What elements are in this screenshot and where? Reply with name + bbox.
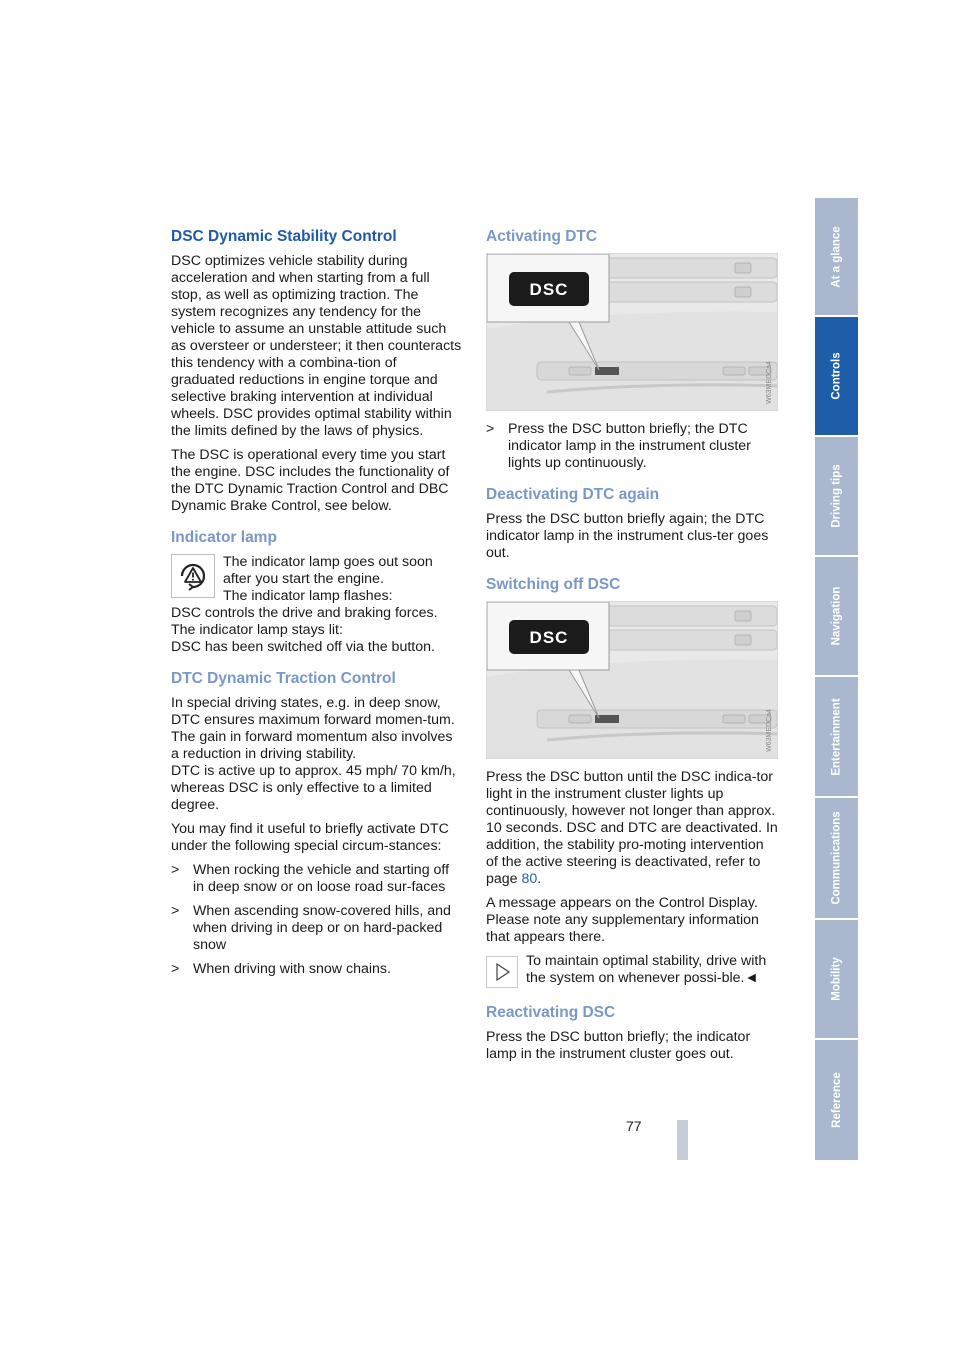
switching-off-dsc-heading: Switching off DSC [486,576,621,593]
tab-mobility[interactable] [815,920,858,1038]
list-item [486,421,778,472]
indicator-line-2: The indicator lamp flashes: [223,588,393,604]
tab-controls[interactable] [815,317,858,435]
bullet-marker: > [171,862,180,878]
switching-text: Press the DSC button until the DSC indica-tor light in the instrument cluster lights up continuously, however not longer than approx. 10 seconds. DSC and DTC are deactivated. In addition, the stability pro-moting intervention of the active steering is deactivated, refer to page [486,769,778,887]
dsc-button: DSC [529,627,569,647]
list-item [171,961,463,978]
bullet-marker: > [171,903,180,919]
list-item [171,862,463,896]
indicator-line-3: DSC controls the drive and braking forces. [171,605,438,621]
tab-navigation[interactable] [815,557,858,675]
bullet-text: Press the DSC button briefly; the DTC indicator lamp in the instrument cluster lights up continuously. [508,421,751,471]
tab-entertainment[interactable] [815,677,858,796]
tab-at-a-glance[interactable] [815,198,858,315]
bullet-text: When ascending snow-covered hills, and when driving in deep or on hard-packed snow [193,903,451,953]
dsc-paragraph-2: The DSC is operational every time you start the engine. DSC includes the functionality of the DTC Dynamic Traction Control and DBC Dynamic Brake Control, see below. [171,447,450,514]
switching-paragraph-1 [486,769,778,888]
tab-communications[interactable] [815,798,858,918]
switching-paragraph-2: A message appears on the Control Display. Please note any supplementary information that appears there. [486,895,759,945]
note-text: To maintain optimal stability, drive with the system on whenever possi-ble. [526,953,767,986]
play-note-icon [486,956,518,988]
dsc-warning-icon [171,554,215,598]
dtc-paragraph-1b: DTC is active up to approx. 45 mph/ 70 km/h, whereas DSC is only effective to a limited degree. [171,763,456,813]
indicator-line-1: The indicator lamp goes out soon after you start the engine. [223,554,433,587]
tab-label: Driving tips [830,464,843,528]
dtc-heading: DTC Dynamic Traction Control [171,670,396,687]
dsc-button-figure [486,253,778,411]
bullet-marker: > [486,421,495,437]
right-column [486,228,778,1070]
tab-driving-tips[interactable] [815,437,858,555]
section-sidebar [815,198,858,1160]
activating-dtc-heading: Activating DTC [486,228,598,245]
list-item [171,903,463,954]
reactivating-dsc-heading: Reactivating DSC [486,1004,616,1021]
tab-reference[interactable] [815,1040,858,1160]
note-block [486,953,778,990]
dtc-paragraph-1: In special driving states, e.g. in deep snow, DTC ensures maximum forward momen-tum. The gain in forward momentum also involves a reduction in driving stability. [171,695,455,762]
indicator-line-4: The indicator lamp stays lit: [171,622,343,638]
figure-code: W63MEDCa4 [766,709,774,752]
figure-code: W63MEDCa4 [766,361,774,404]
left-column [171,228,463,985]
reactivating-paragraph: Press the DSC button briefly; the indicator lamp in the instrument cluster goes out. [486,1029,751,1062]
page-number: 77 [626,1118,642,1134]
dsc-heading: DSC Dynamic Stability Control [171,228,397,245]
page-reference-link[interactable]: 80 [521,871,538,887]
bullet-text: When driving with snow chains. [193,961,391,977]
indicator-line-5: DSC has been switched off via the button. [171,639,435,655]
note-end-marker: ◄ [744,970,759,986]
dsc-button: DSC [529,279,569,299]
deactivating-dtc-heading: Deactivating DTC again [486,486,660,503]
tab-label: Reference [830,1072,843,1128]
tab-label: Controls [830,352,843,400]
tab-label: At a glance [830,225,843,288]
dtc-paragraph-2: You may find it useful to briefly activate DTC under the following special circum-stances: [171,821,449,854]
page-marker-bar [677,1120,688,1160]
tab-label: Navigation [830,586,843,646]
indicator-lamp-heading: Indicator lamp [171,529,277,546]
tab-label: Mobility [830,957,843,1001]
dsc-button-figure [486,601,778,759]
bullet-text: When rocking the vehicle and starting off in deep snow or on loose road sur-faces [193,862,450,895]
switching-text-end: . [537,871,542,887]
dsc-paragraph-1: DSC optimizes vehicle stability during acceleration and when starting from a full stop, as well as optimizing traction. The system recognizes any tendency for the vehicle to assume an unstable attitude such as oversteer or understeer; it then counteracts this tendency with a combina-tion of graduated reductions in engine torque and selective braking intervention at individual wheels. DSC provides optimal stability within the limits defined by the laws of physics. [171,253,462,439]
deactivating-paragraph: Press the DSC button briefly again; the DTC indicator lamp in the instrument clus-ter goes out. [486,511,769,561]
bullet-marker: > [171,961,180,977]
tab-label: Communications [830,811,843,905]
indicator-block [171,554,463,656]
tab-label: Entertainment [830,697,843,776]
